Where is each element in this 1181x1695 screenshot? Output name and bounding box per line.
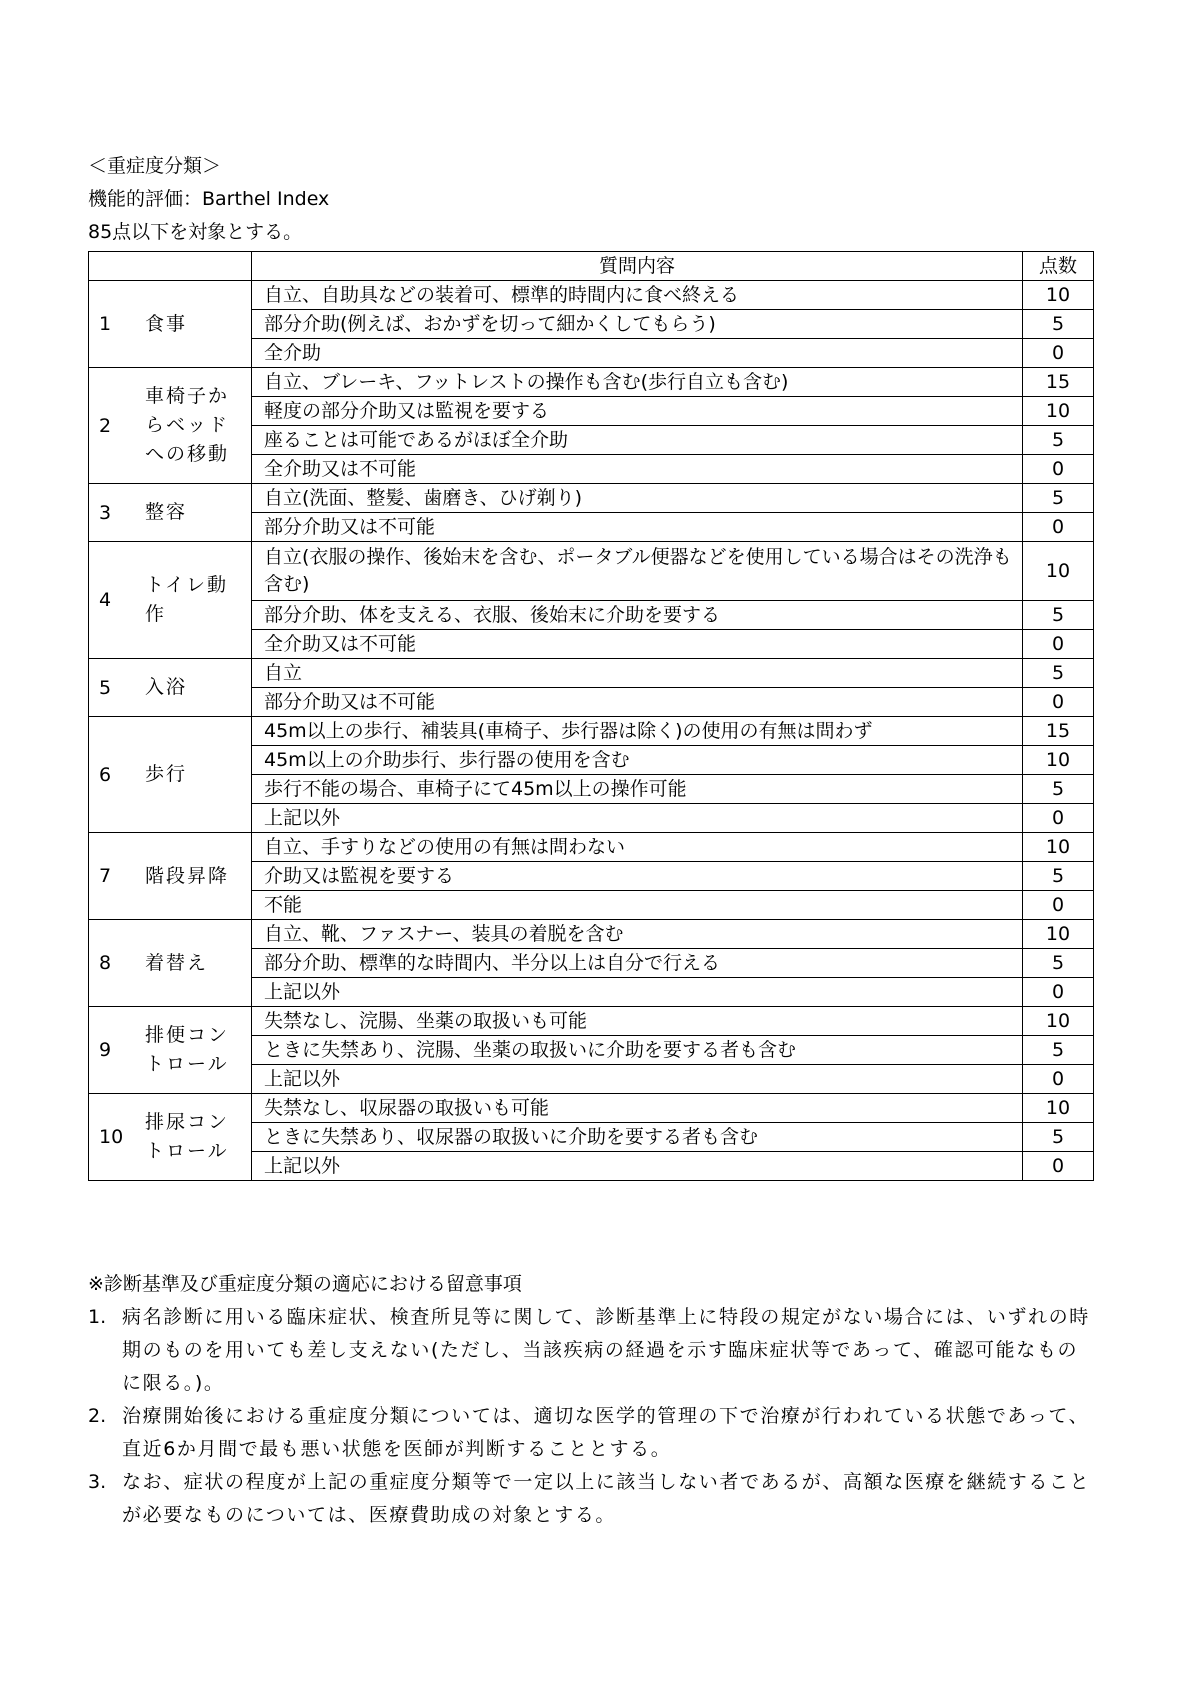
score-cell: 0 xyxy=(1023,891,1094,920)
score-cell: 10 xyxy=(1023,1094,1094,1123)
question-cell: 失禁なし、収尿器の取扱いも可能 xyxy=(252,1094,1023,1123)
question-cell: 自立(洗面、整髪、歯磨き、ひげ剃り) xyxy=(252,484,1023,513)
question-cell: 軽度の部分介助又は監視を要する xyxy=(252,397,1023,426)
score-cell: 0 xyxy=(1023,339,1094,368)
category-name: 食事 xyxy=(145,312,188,335)
question-cell: 歩行不能の場合、車椅子にて45m以上の操作可能 xyxy=(252,775,1023,804)
category-cell xyxy=(89,659,252,717)
category-cell xyxy=(89,281,252,368)
table-row xyxy=(89,920,1094,949)
category-cell xyxy=(89,1094,252,1181)
category-cell xyxy=(89,717,252,833)
table-row xyxy=(89,1007,1094,1036)
question-cell: 部分介助(例えば、おかずを切って細かくしてもらう) xyxy=(252,310,1023,339)
question-cell: 自立、手すりなどの使用の有無は問わない xyxy=(252,833,1023,862)
question-cell: 失禁なし、浣腸、坐薬の取扱いも可能 xyxy=(252,1007,1023,1036)
score-cell: 5 xyxy=(1023,601,1094,630)
category-name: 歩行 xyxy=(145,763,188,785)
question-cell: ときに失禁あり、浣腸、坐薬の取扱いに介助を要する者も含む xyxy=(252,1036,1023,1065)
category-name: 車椅子からベッドへの移動 xyxy=(145,385,230,465)
question-cell: 介助又は監視を要する xyxy=(252,862,1023,891)
score-cell: 5 xyxy=(1023,426,1094,455)
question-cell: 自立 xyxy=(252,659,1023,688)
note-number: 1. xyxy=(88,1306,107,1328)
section-title: ＜重症度分類＞ xyxy=(88,155,222,177)
table-row xyxy=(89,717,1094,746)
table-row xyxy=(89,281,1094,310)
category-number: 4 xyxy=(99,589,112,611)
question-cell: 45m以上の介助歩行、歩行器の使用を含む xyxy=(252,746,1023,775)
question-cell: 上記以外 xyxy=(252,1152,1023,1181)
category-name: 入浴 xyxy=(145,676,188,698)
table-header-row xyxy=(89,252,1094,281)
category-number: 9 xyxy=(99,1039,112,1061)
notes-section xyxy=(88,1268,1098,1532)
category-number: 2 xyxy=(99,414,112,437)
question-cell: 45m以上の歩行、補装具(車椅子、歩行器は除く)の使用の有無は問わず xyxy=(252,717,1023,746)
score-cell: 10 xyxy=(1023,542,1094,601)
category-name: 排便コントロール xyxy=(145,1024,230,1075)
score-cell: 5 xyxy=(1023,775,1094,804)
score-cell: 10 xyxy=(1023,920,1094,949)
score-cell: 0 xyxy=(1023,1152,1094,1181)
note-number: 3. xyxy=(88,1471,107,1493)
barthel-index-table xyxy=(88,251,1094,1181)
question-cell: 自立(衣服の操作、後始末を含む、ポータブル便器などを使用している場合はその洗浄も含む) xyxy=(252,542,1023,601)
category-number: 5 xyxy=(99,676,112,699)
table-row xyxy=(89,1094,1094,1123)
question-cell: 自立、ブレーキ、フットレストの操作も含む(歩行自立も含む) xyxy=(252,368,1023,397)
score-cell: 0 xyxy=(1023,455,1094,484)
category-name: 整容 xyxy=(145,501,188,523)
score-cell: 10 xyxy=(1023,746,1094,775)
score-cell: 5 xyxy=(1023,1123,1094,1152)
question-cell: 全介助又は不可能 xyxy=(252,455,1023,484)
table-row xyxy=(89,542,1094,601)
score-cell: 5 xyxy=(1023,949,1094,978)
note-text: なお、症状の程度が上記の重症度分類等で一定以上に該当しない者であるが、高額な医療を継続することが必要なものについては、医療費助成の対象とする。 xyxy=(122,1471,1091,1526)
question-cell: 座ることは可能であるがほぼ全介助 xyxy=(252,426,1023,455)
category-number: 6 xyxy=(99,763,112,786)
notes-title: ※診断基準及び重症度分類の適応における留意事項 xyxy=(88,1273,522,1295)
note-text: 病名診断に用いる臨床症状、検査所見等に関して、診断基準上に特段の規定がない場合には、いずれの時期のものを用いても差し支えない(ただし、当該疾病の経過を示す臨床症状等であって、確認可能なものに限る。)。 xyxy=(122,1306,1090,1394)
category-name: 着替え xyxy=(145,951,209,974)
category-cell xyxy=(89,484,252,542)
score-cell: 10 xyxy=(1023,1007,1094,1036)
document-header xyxy=(88,150,1093,249)
evaluation-label: 機能的評価：Barthel Index xyxy=(88,188,330,210)
question-cell: 全介助 xyxy=(252,339,1023,368)
score-cell: 0 xyxy=(1023,978,1094,1007)
column-header-score: 点数 xyxy=(1023,252,1094,281)
score-cell: 5 xyxy=(1023,310,1094,339)
target-note: 85点以下を対象とする。 xyxy=(88,221,303,243)
score-cell: 0 xyxy=(1023,688,1094,717)
score-cell: 5 xyxy=(1023,484,1094,513)
category-cell xyxy=(89,920,252,1007)
column-header-category xyxy=(89,252,252,281)
category-cell xyxy=(89,833,252,920)
score-cell: 10 xyxy=(1023,281,1094,310)
note-item xyxy=(88,1400,1098,1466)
category-number: 10 xyxy=(99,1126,124,1148)
category-number: 8 xyxy=(99,952,112,974)
question-cell: 部分介助、体を支える、衣服、後始末に介助を要する xyxy=(252,601,1023,630)
question-cell: 全介助又は不可能 xyxy=(252,630,1023,659)
category-number: 3 xyxy=(99,501,112,524)
table-row xyxy=(89,833,1094,862)
question-cell: 自立、靴、ファスナー、装具の着脱を含む xyxy=(252,920,1023,949)
score-cell: 15 xyxy=(1023,717,1094,746)
question-cell: 不能 xyxy=(252,891,1023,920)
table-row xyxy=(89,484,1094,513)
note-item xyxy=(88,1301,1098,1400)
category-number: 1 xyxy=(99,313,112,335)
question-cell: ときに失禁あり、収尿器の取扱いに介助を要する者も含む xyxy=(252,1123,1023,1152)
score-cell: 0 xyxy=(1023,1065,1094,1094)
column-header-question: 質問内容 xyxy=(252,252,1023,281)
table-row xyxy=(89,368,1094,397)
category-cell xyxy=(89,368,252,484)
question-cell: 上記以外 xyxy=(252,1065,1023,1094)
score-cell: 5 xyxy=(1023,659,1094,688)
score-cell: 10 xyxy=(1023,397,1094,426)
question-cell: 自立、自助具などの装着可、標準的時間内に食べ終える xyxy=(252,281,1023,310)
note-text: 治療開始後における重症度分類については、適切な医学的管理の下で治療が行われている状態であって、直近6か月間で最も悪い状態を医師が判断することとする。 xyxy=(122,1405,1090,1460)
score-cell: 15 xyxy=(1023,368,1094,397)
category-number: 7 xyxy=(99,865,112,887)
score-cell: 5 xyxy=(1023,1036,1094,1065)
question-cell: 部分介助、標準的な時間内、半分以上は自分で行える xyxy=(252,949,1023,978)
question-cell: 上記以外 xyxy=(252,804,1023,833)
note-number: 2. xyxy=(88,1405,107,1427)
category-name: トイレ動作 xyxy=(145,574,229,625)
note-item xyxy=(88,1466,1098,1532)
score-cell: 0 xyxy=(1023,804,1094,833)
score-cell: 10 xyxy=(1023,833,1094,862)
question-cell: 部分介助又は不可能 xyxy=(252,513,1023,542)
table-row xyxy=(89,659,1094,688)
question-cell: 上記以外 xyxy=(252,978,1023,1007)
category-name: 排尿コントロール xyxy=(145,1111,230,1162)
question-cell: 部分介助又は不可能 xyxy=(252,688,1023,717)
category-cell xyxy=(89,1007,252,1094)
score-cell: 5 xyxy=(1023,862,1094,891)
score-cell: 0 xyxy=(1023,630,1094,659)
score-cell: 0 xyxy=(1023,513,1094,542)
category-name: 階段昇降 xyxy=(145,864,230,887)
category-cell xyxy=(89,542,252,659)
